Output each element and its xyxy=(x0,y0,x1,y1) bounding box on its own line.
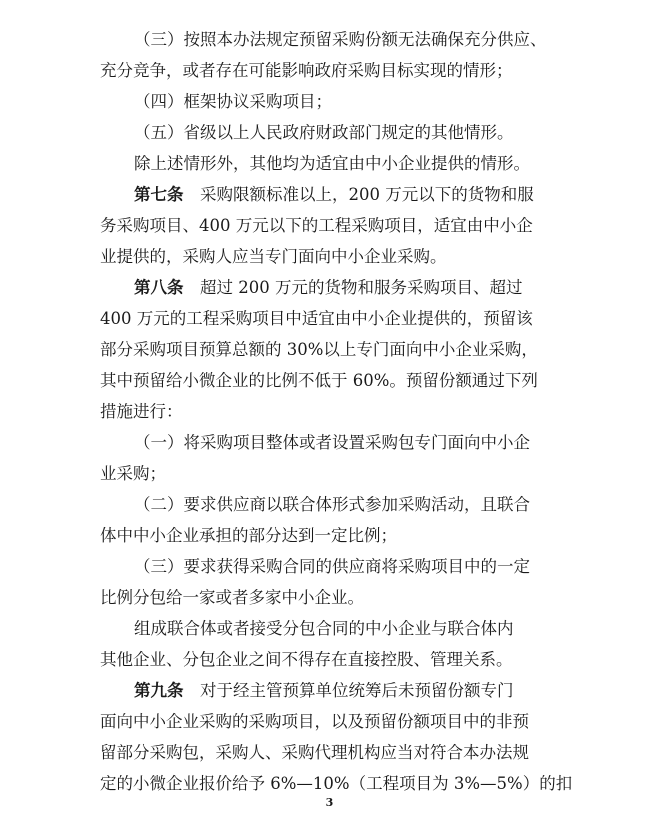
text-line: 业提供的，采购人应当专门面向中小企业采购。 xyxy=(100,247,447,266)
text-line: （三）要求获得采购合同的供应商将采购项目中的一定 xyxy=(134,557,530,576)
text-line: （二）要求供应商以联合体形式参加采购活动，且联合 xyxy=(134,495,530,514)
article-9-first-line xyxy=(134,679,514,703)
text-line: 业采购； xyxy=(100,464,166,483)
text-line: 除上述情形外，其他均为适宜由中小企业提供的情形。 xyxy=(134,154,530,173)
text-line: 定的小微企业报价给予 6%—10%（工程项目为 3%—5%）的扣 xyxy=(100,774,573,793)
text-line: 充分竞争，或者存在可能影响政府采购目标实现的情形； xyxy=(100,61,513,80)
text-line: 其中预留给小微企业的比例不低于 60%。预留份额通过下列 xyxy=(100,371,538,390)
text-line: （一）将采购项目整体或者设置采购包专门面向中小企 xyxy=(134,433,530,452)
text-line: （三）按照本办法规定预留采购份额无法确保充分供应、 xyxy=(134,30,547,49)
text-line: 其他企业、分包企业之间不得存在直接控股、管理关系。 xyxy=(100,650,513,669)
article-text: 超过 200 万元的货物和服务采购项目、超过 xyxy=(183,278,523,297)
article-label: 第七条 xyxy=(134,185,184,204)
text-line: （五）省级以上人民政府财政部门规定的其他情形。 xyxy=(134,123,514,142)
article-7-first-line xyxy=(134,183,534,207)
article-text: 对于经主管预算单位统筹后未预留份额专门 xyxy=(183,681,514,700)
text-line: 留部分采购包，采购人、采购代理机构应当对符合本办法规 xyxy=(100,743,529,762)
text-line: （四）框架协议采购项目； xyxy=(134,92,332,111)
article-8-first-line xyxy=(134,276,522,300)
text-line: 体中中小企业承担的部分达到一定比例； xyxy=(100,526,397,545)
text-line: 比例分包给一家或者多家中小企业。 xyxy=(100,588,364,607)
article-label: 第八条 xyxy=(134,278,184,297)
text-line: 部分采购项目预算总额的 30%以上专门面向中小企业采购， xyxy=(100,340,538,359)
text-line: 措施进行： xyxy=(100,402,183,421)
article-label: 第九条 xyxy=(134,681,184,700)
text-line: 组成联合体或者接受分包合同的中小企业与联合体内 xyxy=(134,619,514,638)
text-line: 400 万元的工程采购项目中适宜由中小企业提供的，预留该 xyxy=(100,309,533,328)
page-number: 3 xyxy=(325,796,334,809)
article-text: 采购限额标准以上，200 万元以下的货物和服 xyxy=(183,185,534,204)
text-line: 务采购项目、400 万元以下的工程采购项目，适宜由中小企 xyxy=(100,216,533,235)
text-line: 面向中小企业采购的采购项目，以及预留份额项目中的非预 xyxy=(100,712,529,731)
